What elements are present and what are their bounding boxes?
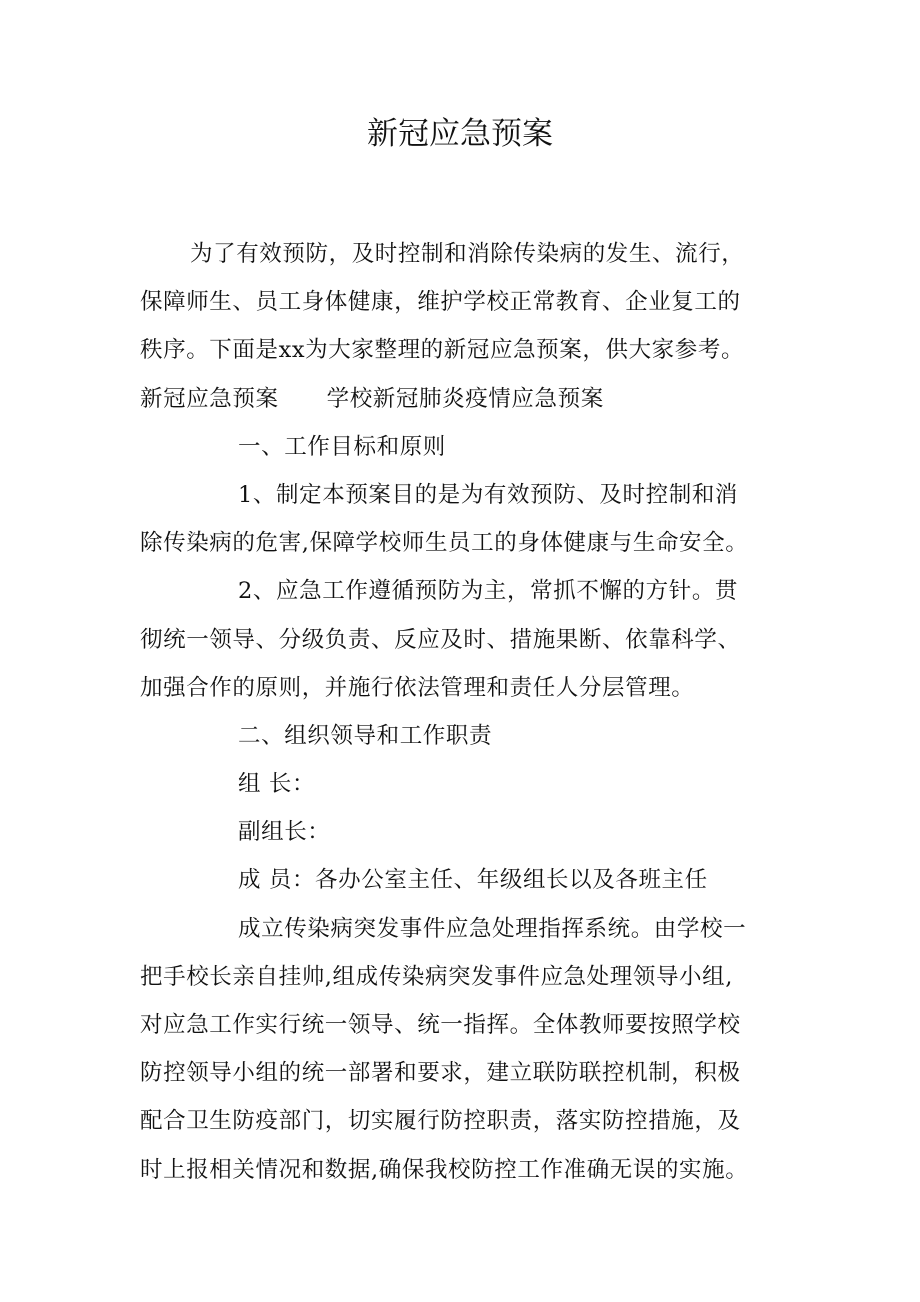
paragraph-line: 时上报相关情况和数据,确保我校防控工作准确无误的实施。: [140, 1156, 749, 1183]
paragraph-line: 成立传染病突发事件应急处理指挥系统。由学校一: [238, 915, 747, 942]
paragraph-line: 保障师生、员工身体健康，维护学校正常教育、企业复工的: [140, 289, 741, 316]
members-line: 成 员：各办公室主任、年级组长以及各班主任: [238, 867, 708, 894]
subheading-left: 新冠应急预案: [140, 385, 279, 412]
team-leader-line: 组 长：: [238, 771, 316, 798]
subheading-line: [140, 375, 785, 423]
paragraph-line: 为了有效预防，及时控制和消除传染病的发生、流行，: [190, 241, 745, 267]
paragraph-line: 除传染病的危害,保障学校师生员工的身体健康与生命安全。: [140, 530, 749, 557]
paragraph-line: 把手校长亲自挂帅,组成传染病突发事件应急处理领导小组,: [140, 963, 734, 990]
paragraph-line: 配合卫生防疫部门，切实履行防控职责，落实防控措施，及: [140, 1108, 741, 1135]
paragraph-line: 2、应急工作遵循预防为主，常抓不懈的方针。贯: [238, 578, 739, 605]
paragraph-line: 1、制定本预案目的是为有效预防、及时控制和消: [238, 481, 739, 508]
section-heading: 二、组织领导和工作职责: [238, 722, 493, 749]
paragraph-line: 彻统一领导、分级负责、反应及时、措施果断、依靠科学、: [140, 626, 741, 653]
subheading-right: 学校新冠肺炎疫情应急预案: [326, 385, 604, 412]
document-title: 新冠应急预案: [367, 116, 553, 152]
paragraph-line: 防控领导小组的统一部署和要求，建立联防联控机制，积极: [140, 1060, 741, 1087]
section-heading: 一、工作目标和原则: [238, 433, 446, 460]
paragraph-line: 秩序。下面是xx为大家整理的新冠应急预案，供大家参考。: [140, 337, 745, 364]
deputy-leader-line: 副组长：: [238, 819, 331, 846]
document-body: [140, 230, 785, 1194]
paragraph-line: 对应急工作实行统一领导、统一指挥。全体教师要按照学校: [140, 1012, 741, 1038]
paragraph-line: 加强合作的原则，并施行依法管理和责任人分层管理。: [140, 674, 695, 701]
